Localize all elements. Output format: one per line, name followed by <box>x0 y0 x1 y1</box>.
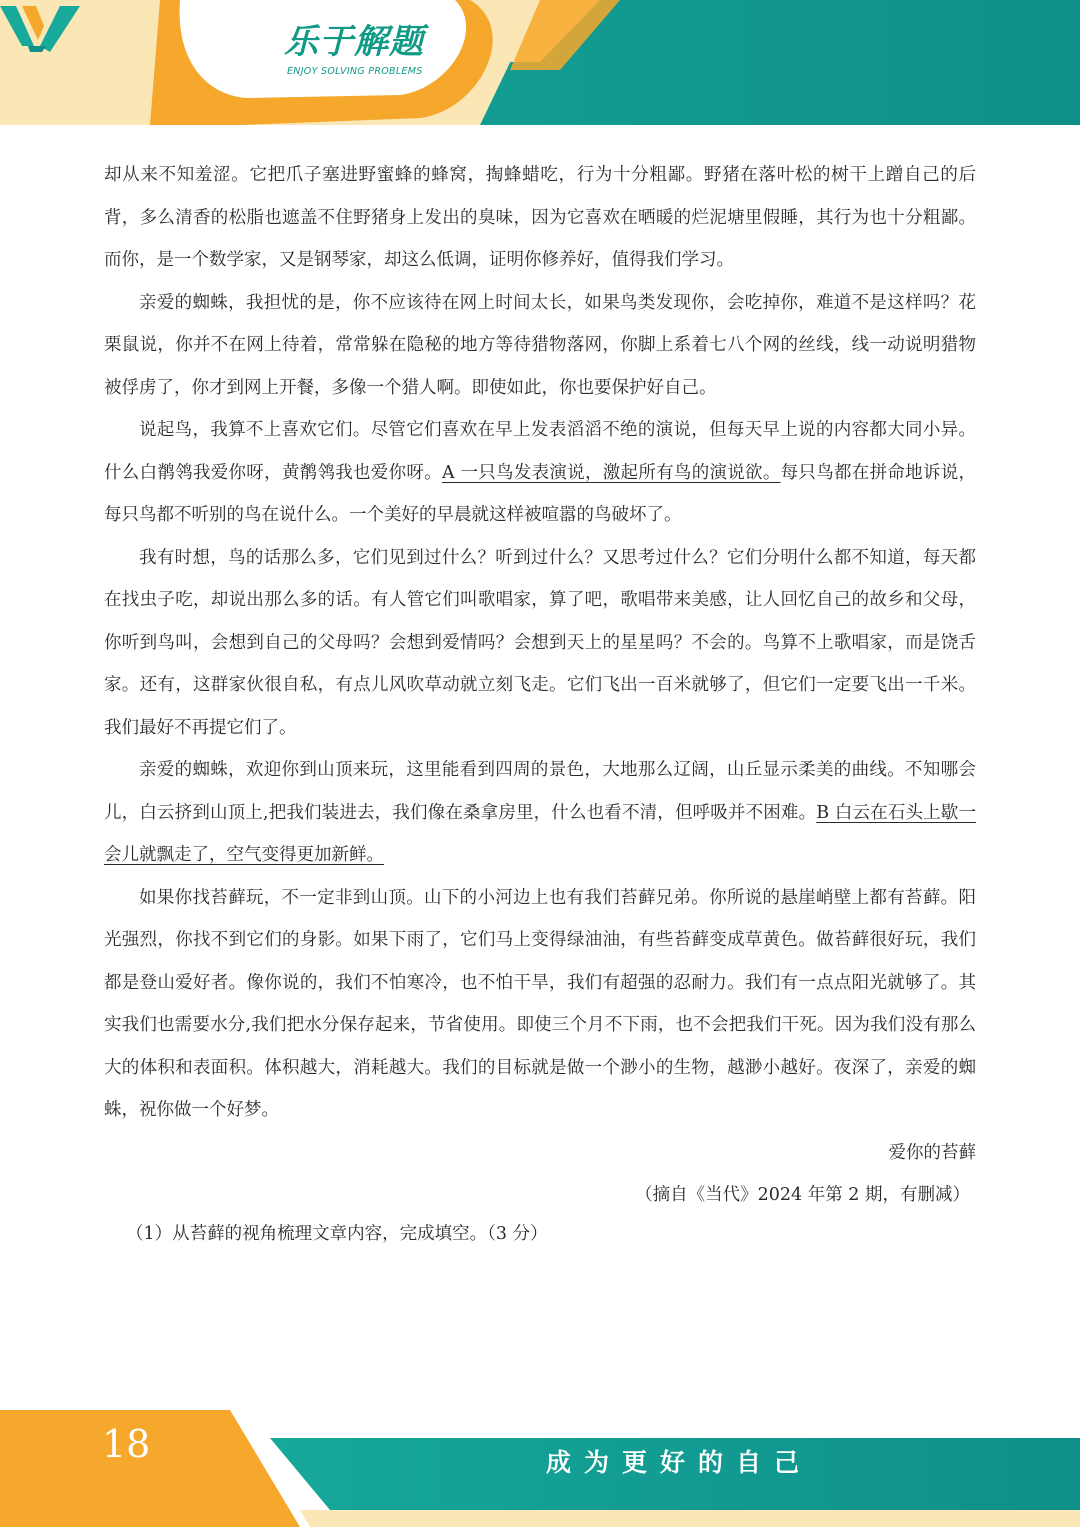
source-citation: （摘自《当代》2024 年第 2 期，有删减） <box>635 1185 970 1205</box>
paragraph-1: 却从来不知羞涩。它把爪子塞进野蜜蜂的蜂窝，掏蜂蜡吃，行为十分粗鄙。野猪在落叶松的树干上蹭自己的后背，多么清香的松脂也遮盖不住野猪身上发出的臭味，因为它喜欢在晒暖的烂泥塘里假睡，其行为也十分粗鄙。而你，是一个数学家，又是钢琴家，却这么低调，证明你修养好，值得我们学习。 <box>104 165 976 270</box>
paragraph-6: 如果你找苔藓玩，不一定非到山顶。山下的小河边上也有我们苔藓兄弟。你所说的悬崖峭壁上都有苔藓。阳光强烈，你找不到它们的身影。如果下雨了，它们马上变得绿油油，有些苔藓变成草黄色。做苔藓很好玩，我们都是登山爱好者。像你说的，我们不怕寒冷，也不怕干旱，我们有超强的忍耐力。我们有一点点阳光就够了。其实我们也需要水分,我们把水分保存起来，节省使用。即使三个月不下雨，也不会把我们干死。因为我们没有那么大的体积和表面积。体积越大，消耗越大。我们的目标就是做一个渺小的生物，越渺小越好。夜深了，亲爱的蜘蛛，祝你做一个好梦。 <box>104 887 976 1120</box>
paragraph-3 <box>104 409 976 537</box>
paragraph-3-end: 每只鸟都在拼命地诉说，每只鸟都不听别的鸟在说什么。一个美好的早晨就这样被喧嚣的鸟破坏了。 <box>104 462 977 525</box>
page-number: 18 <box>102 1422 151 1466</box>
brand-name: 乐于解题 <box>284 22 424 62</box>
header-banner-graphic <box>0 0 1080 125</box>
article-body <box>104 154 976 1251</box>
underlined-sentence-a: A 一只鸟发表演说，激起所有鸟的演说欲。 <box>441 462 781 483</box>
paragraph-3-start: 说起鸟，我算不上喜欢它们。尽管它们喜欢在早上发表滔滔不绝的演说，但每天早上说的内容都大同小异。什么白鹡鸰我爱你呀，黄鹡鸰我也爱你呀。 <box>104 420 976 483</box>
paragraph-5-start: 亲爱的蜘蛛，欢迎你到山顶来玩，这里能看到四周的景色，大地那么辽阔，山丘显示柔美的曲线。不知哪会儿，白云挤到山顶上,把我们装进去，我们像在桑拿房里，什么也看不清，但呼吸并不困难。 <box>104 760 976 823</box>
footer-banner-graphic <box>0 1410 1080 1527</box>
page-footer <box>0 1410 1080 1527</box>
paragraph-2: 亲爱的蜘蛛，我担忧的是，你不应该待在网上时间太长，如果鸟类发现你，会吃掉你，难道不是这样吗？花栗鼠说，你并不在网上待着，常常躲在隐秘的地方等待猎物落网，你脚上系着七八个网的丝线，线一动说明猎物被俘虏了，你才到网上开餐，多像一个猎人啊。即使如此，你也要保护好自己。 <box>104 292 976 398</box>
underlined-sentence-b: B 白云在石头上歇一会儿就飘走了，空气变得更加新鲜。 <box>104 802 976 865</box>
page-header <box>0 0 1080 125</box>
paragraph-5 <box>104 749 976 877</box>
question-1: （1）从苔藓的视角梳理文章内容，完成填空。（3 分） <box>126 1223 548 1244</box>
brand-tagline: ENJOY SOLVING PROBLEMS <box>287 66 423 77</box>
paragraph-4: 我有时想，鸟的话那么多，它们见到过什么？听到过什么？又思考过什么？它们分明什么都不知道，每天都在找虫子吃，却说出那么多的话。有人管它们叫歌唱家，算了吧，歌唱带来美感，让人回忆自己的故乡和父母，你听到鸟叫，会想到自己的父母吗？会想到爱情吗？会想到天上的星星吗？不会的。鸟算不上歌唱家，而是饶舌家。还有，这群家伙很自私，有点儿风吹草动就立刻飞走。它们飞出一百米就够了，但它们一定要飞出一千米。我们最好不再提它们了。 <box>104 547 976 738</box>
footer-slogan: 成为更好的自己 <box>546 1448 813 1477</box>
signature: 爱你的苔藓 <box>888 1142 976 1163</box>
logo-icon <box>0 0 82 54</box>
